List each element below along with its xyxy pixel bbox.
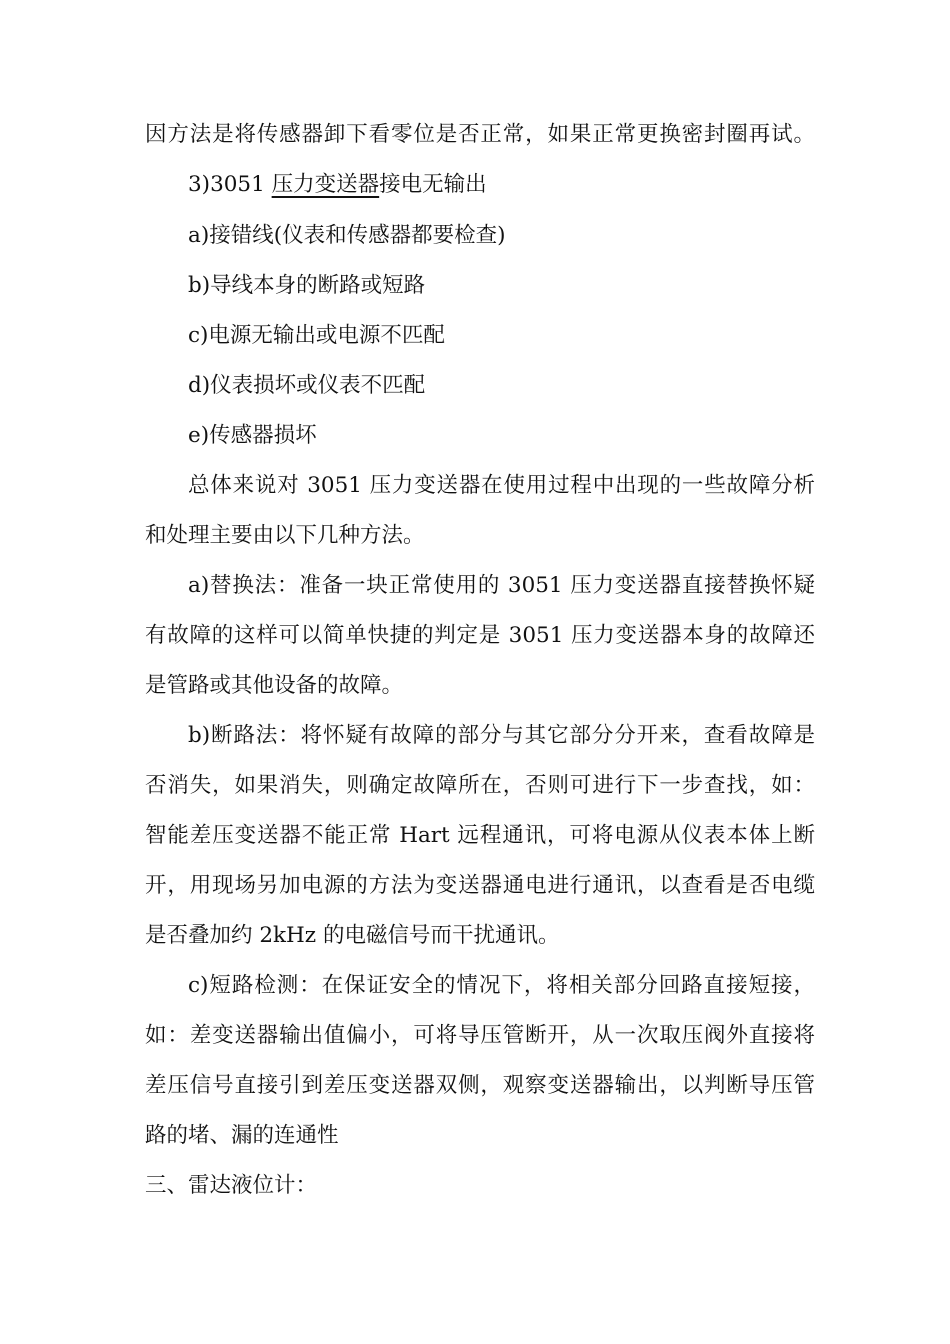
list-item: e)传感器损坏 xyxy=(188,423,317,448)
paragraph-line: 开，用现场另加电源的方法为变送器通电进行通讯，以查看是否电缆 xyxy=(145,873,815,898)
paragraph-line: c)短路检测：在保证安全的情况下，将相关部分回路直接短接， xyxy=(188,973,815,998)
paragraph-line: 有故障的这样可以简单快捷的判定是 3051 压力变送器本身的故障还 xyxy=(145,623,815,648)
paragraph-line: 否消失，如果消失，则确定故障所在，否则可进行下一步查找，如： xyxy=(145,773,815,798)
paragraph-line: 路的堵、漏的连通性 xyxy=(145,1123,339,1148)
paragraph-line: 和处理主要由以下几种方法。 xyxy=(145,523,425,548)
list-item: a)接错线(仪表和传感器都要检查) xyxy=(188,223,506,248)
paragraph-line: a)替换法：准备一块正常使用的 3051 压力变送器直接替换怀疑 xyxy=(188,573,815,598)
paragraph-line: 因方法是将传感器卸下看零位是否正常，如果正常更换密封圈再试。 xyxy=(145,122,815,147)
heading-text: 接电无输出 xyxy=(379,172,487,197)
section-heading: 三、雷达液位计： xyxy=(145,1173,318,1198)
paragraph-line: 差压信号直接引到差压变送器双侧，观察变送器输出，以判断导压管 xyxy=(145,1073,815,1098)
paragraph-line: b)断路法：将怀疑有故障的部分与其它部分分开来，查看故障是 xyxy=(188,723,815,748)
paragraph-line: 是否叠加约 2kHz 的电磁信号而干扰通讯。 xyxy=(145,923,560,948)
paragraph-line: 是管路或其他设备的故障。 xyxy=(145,673,404,698)
paragraph-line: 总体来说对 3051 压力变送器在使用过程中出现的一些故障分析 xyxy=(188,473,815,498)
heading-number: 3)3051 xyxy=(188,172,265,197)
list-heading xyxy=(188,170,815,200)
paragraph-line: 如：差变送器输出值偏小，可将导压管断开，从一次取压阀外直接将 xyxy=(145,1023,815,1048)
list-item: b)导线本身的断路或短路 xyxy=(188,273,426,298)
paragraph-line: 智能差压变送器不能正常 Hart 远程通讯，可将电源从仪表本体上断 xyxy=(145,823,815,848)
list-item: c)电源无输出或电源不匹配 xyxy=(188,323,445,348)
underlined-term: 压力变送器 xyxy=(271,172,380,197)
list-item: d)仪表损坏或仪表不匹配 xyxy=(188,373,426,398)
